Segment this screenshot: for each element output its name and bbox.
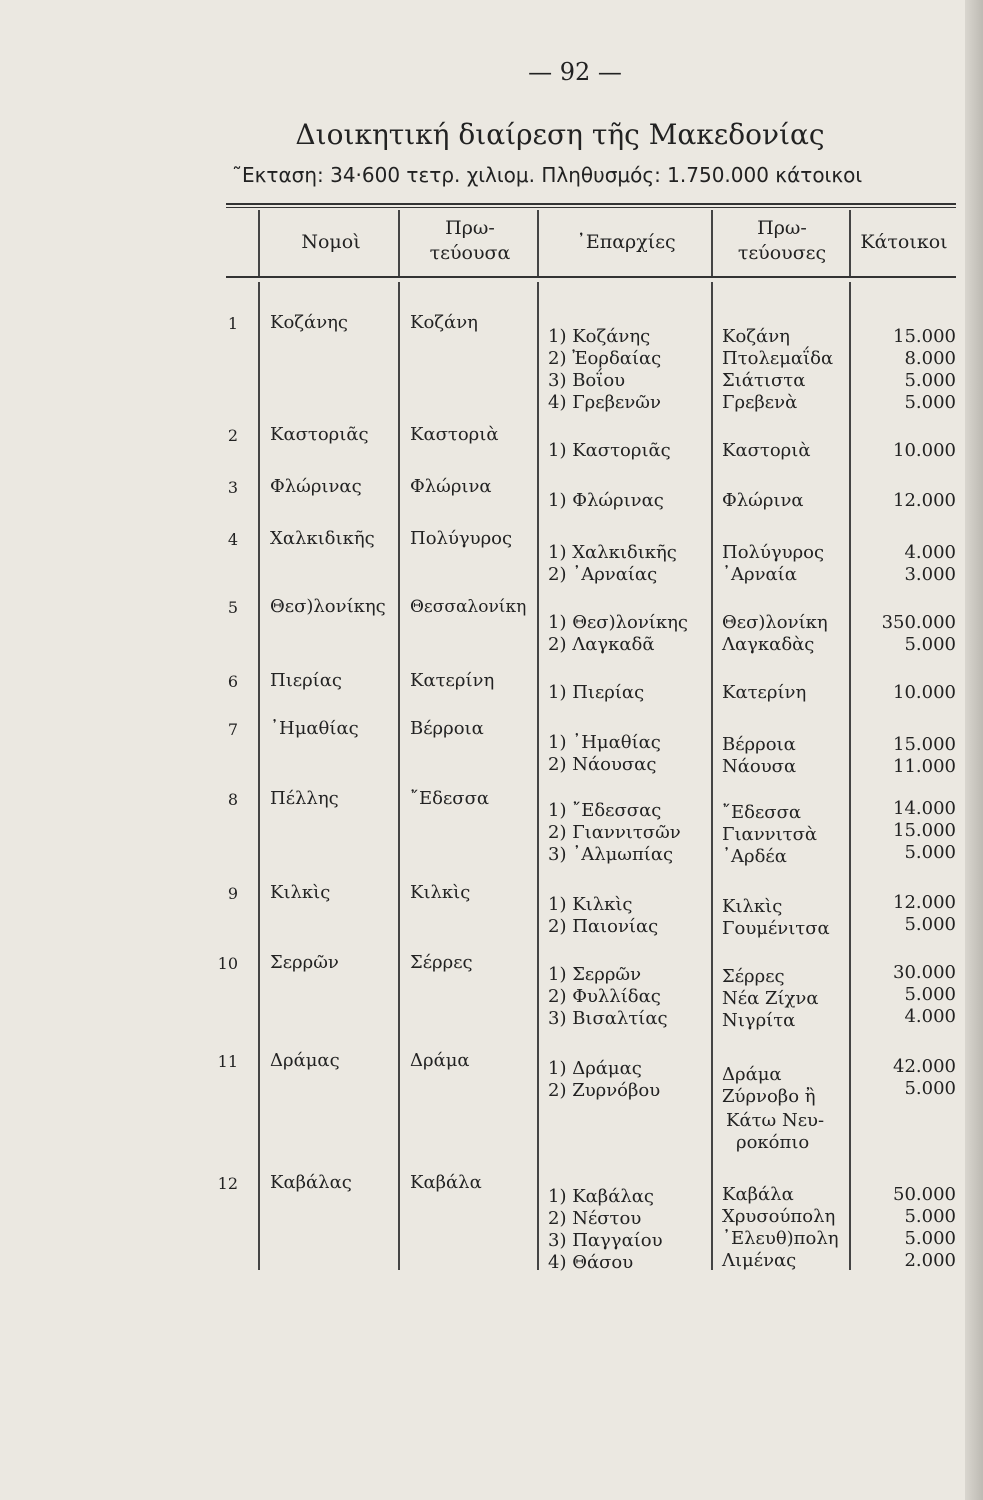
eparchy-population: 12.000: [893, 892, 956, 913]
nomos-capital: Θεσσαλονίκη: [410, 597, 527, 617]
nomos-capital: Δράμα: [410, 1050, 470, 1071]
eparchy-name: 2) Ἐορδαίας: [548, 348, 662, 369]
row-number: 7: [227, 720, 238, 739]
row-number: 1: [227, 314, 238, 333]
nomos-name: ᾿Ημαθίας: [270, 718, 359, 739]
nomos-capital: Βέρροια: [410, 718, 484, 739]
nomos-capital: ῎Εδεσσα: [410, 788, 490, 809]
eparchy-population: 30.000: [893, 962, 956, 983]
header-capitals-bottom: τεύουσες: [737, 242, 827, 264]
eparchy-name: 1) Θεσ)λονίκης: [548, 612, 688, 633]
eparchy-capital: Πτολεμαΐδα: [722, 348, 834, 369]
eparchy-capital: Γιαννιτσὰ: [722, 824, 818, 845]
eparchy-name: 3) Παγγαίου: [548, 1230, 663, 1251]
eparchy-capital: ᾿Αρναία: [722, 564, 797, 585]
eparchy-name: 1) Καστοριᾶς: [548, 440, 671, 461]
header-eparchies: ᾿Επαρχίες: [576, 231, 676, 253]
header-top-rule-2: [226, 207, 956, 208]
eparchy-population: 5.000: [904, 914, 956, 935]
eparchy-name: 1) Δράμας: [548, 1058, 642, 1079]
eparchy-name: 2) Νέστου: [548, 1208, 642, 1229]
header-capital: [402, 216, 538, 266]
header-population: Κάτοικοι: [860, 231, 948, 253]
nomos-name: Δράμας: [270, 1050, 340, 1071]
eparchy-name: 1) ᾿Ημαθίας: [548, 732, 661, 753]
nomos-capital: Καστοριὰ: [410, 424, 499, 445]
eparchy-population: 10.000: [893, 682, 956, 703]
row-number: 11: [217, 1052, 238, 1071]
nomos-name: Κοζάνης: [270, 312, 349, 333]
col-rule-body: [537, 282, 539, 1270]
eparchy-name: 1) Καβάλας: [548, 1186, 655, 1207]
nomos-capital: Κοζάνη: [410, 312, 478, 333]
eparchy-capital-continued: ροκόπιο: [736, 1132, 810, 1153]
eparchy-name: 3) Βοΐου: [548, 370, 626, 391]
nomos-name: Πέλλης: [270, 788, 339, 809]
eparchy-population: 350.000: [881, 612, 956, 633]
header-top-rule: [226, 203, 956, 205]
area-population-line: ˜Εκταση: 34·600 τετρ. χιλιομ. Πληθυσμός: 1.750.000 κάτοικοι: [232, 163, 863, 187]
row-number: 4: [227, 530, 238, 549]
col-rule-header: [849, 210, 851, 276]
eparchy-name: 4) Θάσου: [548, 1252, 634, 1273]
eparchy-capital: Χρυσούπολη: [722, 1206, 836, 1227]
header-capitals: [714, 216, 850, 266]
page-title: Διοικητική διαίρεση τῆς Μακεδονίας: [295, 118, 825, 151]
eparchy-name: 3) ᾿Αλμωπίας: [548, 844, 674, 865]
page-edge: [965, 0, 983, 1500]
eparchy-population: 2.000: [904, 1250, 956, 1271]
row-number: 8: [227, 790, 238, 809]
eparchy-population: 10.000: [893, 440, 956, 461]
col-rule-header: [398, 210, 400, 276]
page-number: — 92 —: [528, 58, 622, 86]
eparchy-capital: Λιμένας: [722, 1250, 797, 1271]
eparchy-capital: Βέρροια: [722, 734, 796, 755]
eparchy-name: 1) Πιερίας: [548, 682, 645, 703]
eparchy-capital: Κοζάνη: [722, 326, 790, 347]
eparchy-name: 1) Φλώρινας: [548, 490, 664, 511]
eparchy-population: 5.000: [904, 1078, 956, 1099]
row-number: 2: [227, 426, 238, 445]
eparchy-capital: Γουμένιτσα: [722, 918, 830, 939]
eparchy-population: 50.000: [893, 1184, 956, 1205]
row-number: 10: [217, 954, 238, 973]
eparchy-capital: Σέρρες: [722, 966, 785, 987]
header-capital-bottom: τεύουσα: [429, 242, 511, 264]
eparchy-name: 1) Κοζάνης: [548, 326, 651, 347]
eparchy-population: 8.000: [904, 348, 956, 369]
eparchy-capital: ᾿Αρδέα: [722, 846, 787, 867]
eparchy-capital: Καστοριὰ: [722, 440, 811, 461]
nomos-capital: Σέρρες: [410, 952, 473, 973]
eparchy-name: 2) Γιαννιτσῶν: [548, 822, 681, 843]
eparchy-population: 42.000: [893, 1056, 956, 1077]
eparchy-population: 3.000: [904, 564, 956, 585]
eparchy-name: 1) Χαλκιδικῆς: [548, 542, 677, 563]
eparchy-capital: ᾿Ελευθ)πολη: [722, 1228, 839, 1249]
eparchy-capital: Κατερίνη: [722, 682, 807, 703]
nomos-name: Σερρῶν: [270, 952, 339, 973]
eparchy-name: 2) Λαγκαδᾶ: [548, 634, 655, 655]
col-rule-body: [258, 282, 260, 1270]
nomos-capital: Καβάλα: [410, 1172, 482, 1193]
col-rule-header: [537, 210, 539, 276]
row-number: 5: [227, 598, 238, 617]
col-rule-header: [711, 210, 713, 276]
eparchy-capital: Κιλκὶς: [722, 896, 783, 917]
nomos-name: Καστοριᾶς: [270, 424, 369, 445]
eparchy-population: 15.000: [893, 326, 956, 347]
eparchy-population: 14.000: [893, 798, 956, 819]
eparchy-capital: Γρεβενὰ: [722, 392, 798, 413]
eparchy-population: 11.000: [893, 756, 956, 777]
eparchy-capital: Νάουσα: [722, 756, 797, 777]
row-number: 9: [227, 884, 238, 903]
eparchy-name: 1) ῎Εδεσσας: [548, 800, 662, 821]
eparchy-population: 5.000: [904, 370, 956, 391]
eparchy-name: 3) Βισαλτίας: [548, 1008, 668, 1029]
eparchy-capital: ῎Εδεσσα: [722, 802, 802, 823]
row-number: 6: [227, 672, 238, 691]
row-number: 12: [217, 1174, 238, 1193]
eparchy-capital: Νέα Ζίχνα: [722, 988, 819, 1009]
nomos-capital: Κατερίνη: [410, 670, 495, 691]
eparchy-name: 2) ᾿Αρναίας: [548, 564, 658, 585]
eparchy-capital: Λαγκαδὰς: [722, 634, 815, 655]
header-capital-top: Πρω-: [445, 217, 495, 239]
eparchy-population: 5.000: [904, 634, 956, 655]
nomos-name: Καβάλας: [270, 1172, 352, 1193]
header-nomoi: Νομοὶ: [301, 231, 361, 253]
eparchy-capital: Νιγρίτα: [722, 1010, 796, 1031]
col-rule-header: [258, 210, 260, 276]
eparchy-population: 12.000: [893, 490, 956, 511]
eparchy-population: 5.000: [904, 1228, 956, 1249]
nomos-capital: Κιλκὶς: [410, 882, 471, 903]
eparchy-capital: Καβάλα: [722, 1184, 794, 1205]
eparchy-name: 2) Παιονίας: [548, 916, 659, 937]
eparchy-name: 1) Κιλκὶς: [548, 894, 633, 915]
nomos-name: Φλώρινας: [270, 476, 362, 497]
eparchy-capital-continued: Κάτω Νευ-: [726, 1110, 825, 1131]
col-rule-body: [398, 282, 400, 1270]
header-bottom-rule: [226, 276, 956, 278]
nomos-capital: Πολύγυρος: [410, 528, 513, 549]
nomos-name: Πιερίας: [270, 670, 342, 691]
eparchy-population: 5.000: [904, 842, 956, 863]
eparchy-name: 2) Ζυρνόβου: [548, 1080, 661, 1101]
eparchy-name: 4) Γρεβενῶν: [548, 392, 661, 413]
eparchy-capital: Δράμα: [722, 1064, 782, 1085]
eparchy-population: 15.000: [893, 820, 956, 841]
eparchy-capital: Θεσ)λονίκη: [722, 612, 828, 633]
nomos-capital: Φλώρινα: [410, 476, 492, 497]
header-capitals-top: Πρω-: [757, 217, 807, 239]
nomos-name: Χαλκιδικῆς: [270, 528, 375, 549]
eparchy-capital: Σιάτιστα: [722, 370, 806, 391]
row-number: 3: [227, 478, 238, 497]
eparchy-population: 15.000: [893, 734, 956, 755]
eparchy-population: 4.000: [904, 1006, 956, 1027]
eparchy-name: 2) Νάουσας: [548, 754, 657, 775]
eparchy-population: 5.000: [904, 392, 956, 413]
eparchy-name: 1) Σερρῶν: [548, 964, 642, 985]
eparchy-population: 4.000: [904, 542, 956, 563]
nomos-name: Κιλκὶς: [270, 882, 331, 903]
eparchy-population: 5.000: [904, 984, 956, 1005]
col-rule-body: [711, 282, 713, 1270]
eparchy-population: 5.000: [904, 1206, 956, 1227]
nomos-name: Θεσ)λονίκης: [270, 596, 386, 617]
eparchy-capital: Ζύρνοβο ἢ: [722, 1086, 816, 1107]
eparchy-capital: Πολύγυρος: [722, 542, 825, 563]
eparchy-name: 2) Φυλλίδας: [548, 986, 661, 1007]
eparchy-capital: Φλώρινα: [722, 490, 804, 511]
